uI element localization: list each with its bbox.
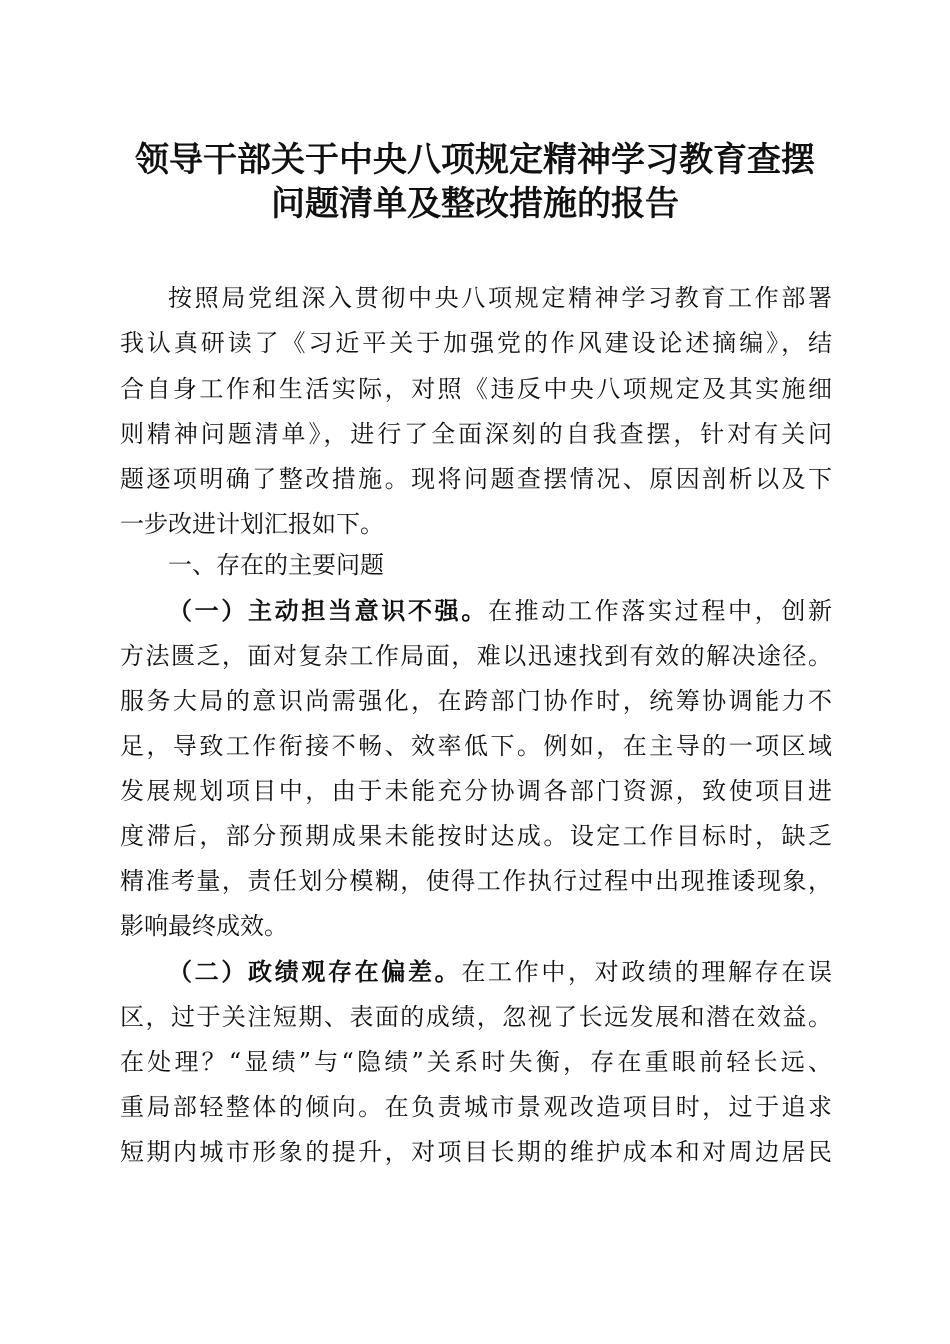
intro-paragraph-line: 则精神问题清单》，进行了全面深刻的自我查摆，针对有关问	[120, 420, 832, 448]
item2-first-line	[168, 957, 832, 987]
intro-paragraph-line: 我认真研读了《习近平关于加强党的作风建设论述摘编》，结	[120, 329, 832, 357]
intro-paragraph-line: 按照局党组深入贯彻中央八项规定精神学习教育工作部署	[168, 284, 832, 312]
item1-line: 足，导致工作衔接不畅、效率低下。例如，在主导的一项区域	[120, 732, 832, 760]
item1-first-rest: 在推动工作落实过程中，创新	[488, 597, 832, 625]
intro-paragraph-line: 合自身工作和生活实际，对照《违反中央八项规定及其实施细	[120, 375, 832, 403]
item1-line: 发展规划项目中，由于未能充分协调各部门资源，致使项目进	[120, 777, 832, 805]
item1-lead: （一）主动担当意识不强。	[168, 596, 488, 625]
item1-line: 方法匮乏，面对复杂工作局面，难以迅速找到有效的解决途径。	[120, 642, 832, 670]
item2-line: 重局部轻整体的倾向。在负责城市景观改造项目时，过于追求	[120, 1093, 832, 1121]
item2-line: 短期内城市形象的提升，对项目长期的维护成本和对周边居民	[120, 1138, 832, 1166]
item2-lead: （二）政绩观存在偏差。	[168, 957, 462, 986]
section-heading: 一、存在的主要问题	[168, 551, 384, 579]
document-title-line-2: 问题清单及整改措施的报告	[271, 184, 679, 224]
item1-line: 影响最终成效。	[120, 912, 288, 940]
item1-line: 精准考量，责任划分模糊，使得工作执行过程中出现推诿现象，	[120, 867, 832, 895]
intro-paragraph-line: 一步改进计划汇报如下。	[120, 510, 384, 538]
item1-first-line	[168, 596, 832, 626]
document-title-line-1: 领导干部关于中央八项规定精神学习教育查摆	[135, 140, 815, 180]
item2-first-rest: 在工作中，对政绩的理解存在误	[461, 958, 833, 986]
item2-line: 区，过于关注短期、表面的成绩，忽视了长远发展和潜在效益。	[120, 1003, 832, 1031]
item2-line: 在处理？“显绩”与“隐绩”关系时失衡，存在重眼前轻长远、	[120, 1048, 832, 1076]
intro-paragraph-line: 题逐项明确了整改措施。现将问题查摆情况、原因剖析以及下	[120, 465, 832, 493]
item1-line: 服务大局的意识尚需强化，在跨部门协作时，统筹协调能力不	[120, 687, 832, 715]
item1-line: 度滞后，部分预期成果未能按时达成。设定工作目标时，缺乏	[120, 822, 832, 850]
